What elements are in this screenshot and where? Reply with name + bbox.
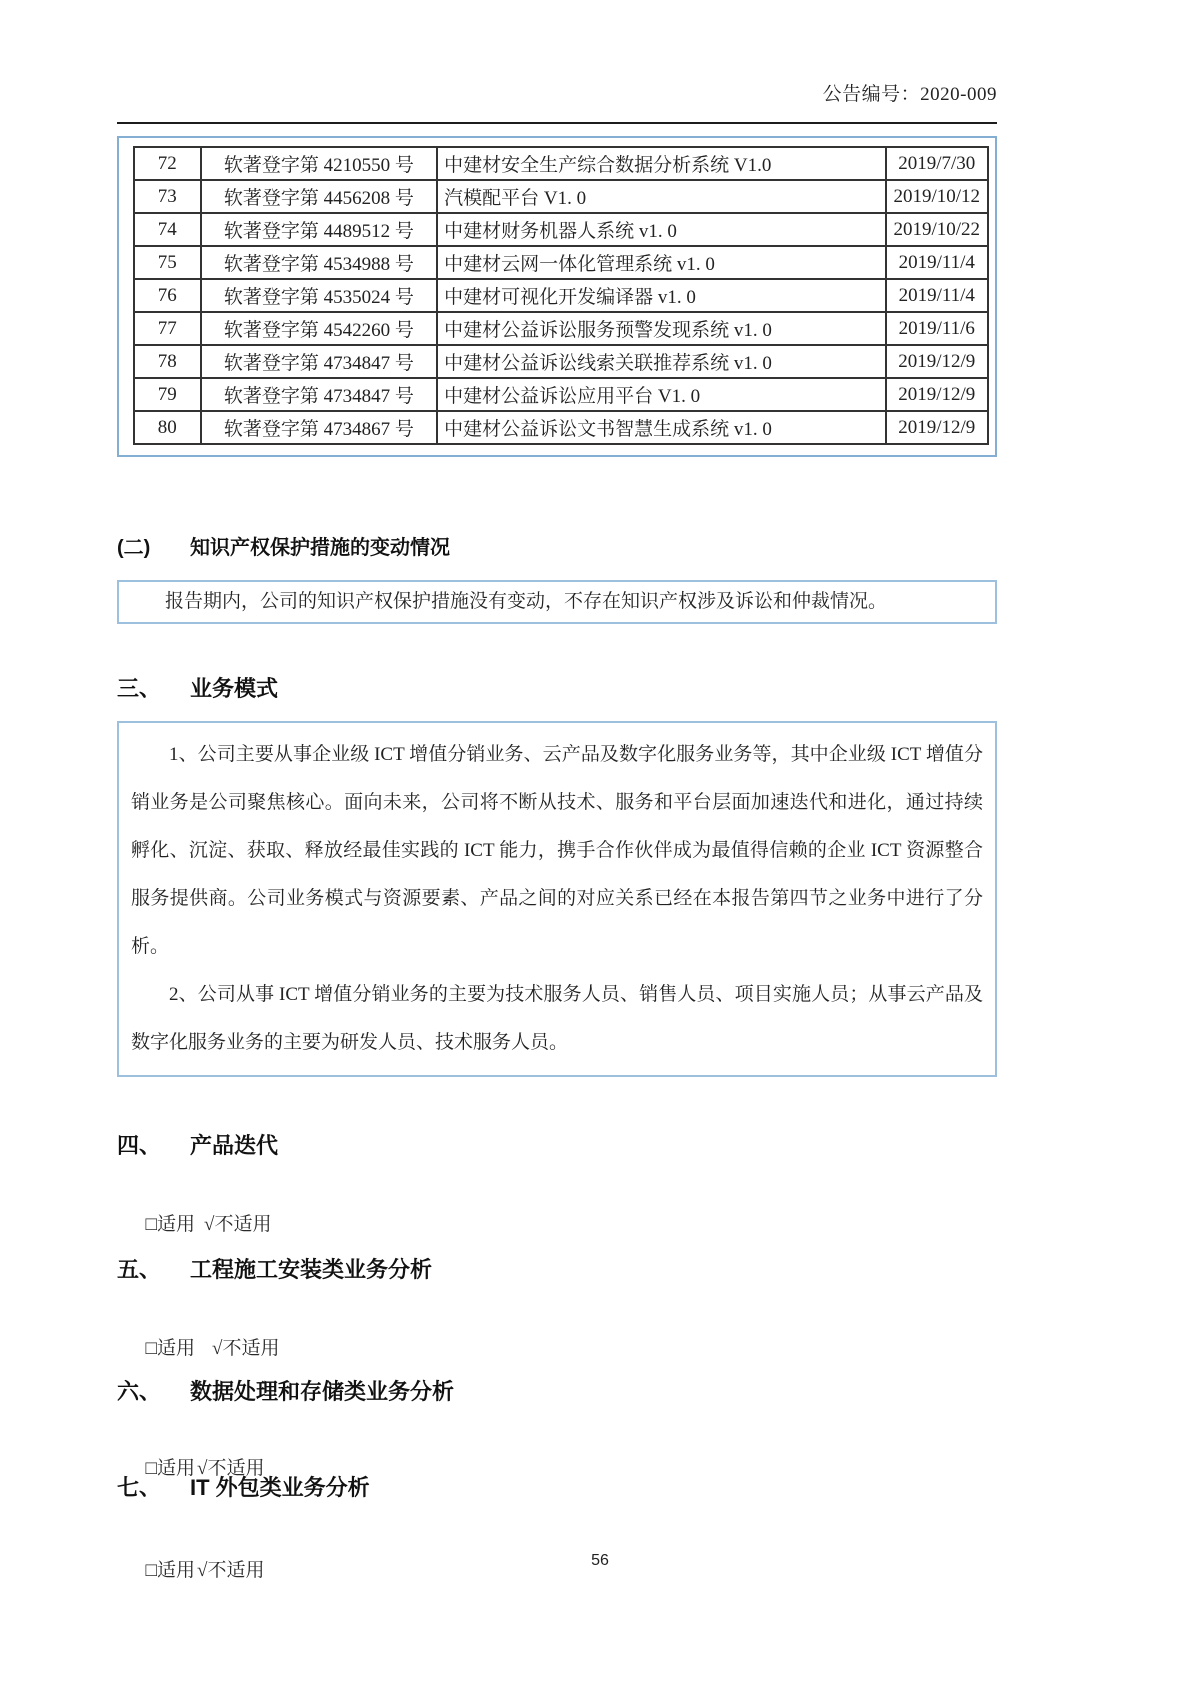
registration-number-cell: 软著登字第 4734867 号 xyxy=(201,411,438,444)
row-number-cell: 79 xyxy=(134,378,201,411)
section-2-heading xyxy=(117,531,997,560)
software-name-cell: 中建材可视化开发编译器 v1. 0 xyxy=(437,279,885,312)
section-7-heading xyxy=(117,1471,997,1502)
empty-checkbox-icon: □ xyxy=(145,1338,157,1359)
section-4-heading xyxy=(117,1129,997,1160)
business-model-paragraph-2: 2、公司从事 ICT 增值分销业务的主要为技术服务人员、销售人员、项目实施人员；从事云产品及数字化服务业务的主要为研发人员、技术服务人员。 xyxy=(131,984,983,1053)
registration-number-cell: 软著登字第 4734847 号 xyxy=(201,345,438,378)
row-number-cell: 74 xyxy=(134,213,201,246)
section-6-title: 数据处理和存储类业务分析 xyxy=(190,1379,455,1404)
section-3-title: 业务模式 xyxy=(190,676,279,701)
table-row xyxy=(134,345,988,378)
row-number-cell: 78 xyxy=(134,345,201,378)
row-number-cell: 72 xyxy=(134,147,201,180)
software-name-cell: 汽模配平台 V1. 0 xyxy=(437,180,885,213)
table-row xyxy=(134,378,988,411)
checkmark-icon: √ xyxy=(204,1214,215,1235)
registration-date-cell: 2019/12/9 xyxy=(886,378,988,411)
software-name-cell: 中建材公益诉讼应用平台 V1. 0 xyxy=(437,378,885,411)
row-number-cell: 77 xyxy=(134,312,201,345)
registration-number-cell: 软著登字第 4489512 号 xyxy=(201,213,438,246)
registration-date-cell: 2019/11/6 xyxy=(886,312,988,345)
registration-date-cell: 2019/11/4 xyxy=(886,279,988,312)
section-5-heading xyxy=(117,1253,997,1284)
table-row xyxy=(134,147,988,180)
table-row xyxy=(134,213,988,246)
row-number-cell: 80 xyxy=(134,411,201,444)
section-5-applicability xyxy=(117,1308,997,1359)
table-row xyxy=(134,279,988,312)
section-7-number: 七、 xyxy=(117,1475,162,1500)
ip-protection-paragraph: 报告期内，公司的知识产权保护措施没有变动，不存在知识产权涉及诉讼和仲裁情况。 xyxy=(165,591,888,612)
applicable-label: 适用 xyxy=(156,1338,195,1359)
registration-number-cell: 软著登字第 4734847 号 xyxy=(201,378,438,411)
row-number-cell: 75 xyxy=(134,246,201,279)
section-4-applicability xyxy=(117,1184,997,1235)
registration-date-cell: 2019/12/9 xyxy=(886,345,988,378)
not-applicable-label: 不适用 xyxy=(207,1560,265,1581)
section-5-number: 五、 xyxy=(117,1257,162,1282)
not-applicable-label: 不适用 xyxy=(207,1458,265,1479)
checkmark-icon: √ xyxy=(212,1338,223,1359)
registration-date-cell: 2019/12/9 xyxy=(886,411,988,444)
section-6-applicability xyxy=(117,1428,997,1479)
software-name-cell: 中建材公益诉讼文书智慧生成系统 v1. 0 xyxy=(437,411,885,444)
registration-date-cell: 2019/7/30 xyxy=(886,147,988,180)
software-name-cell: 中建材安全生产综合数据分析系统 V1.0 xyxy=(437,147,885,180)
empty-checkbox-icon: □ xyxy=(145,1560,157,1581)
registration-number-cell: 软著登字第 4542260 号 xyxy=(201,312,438,345)
section-2-number: (二) xyxy=(117,537,151,559)
section-5-title: 工程施工安装类业务分析 xyxy=(190,1257,433,1282)
row-number-cell: 76 xyxy=(134,279,201,312)
header-divider xyxy=(117,122,997,124)
business-model-paragraph-1: 1、公司主要从事企业级 ICT 增值分销业务、云产品及数字化服务业务等，其中企业级 ICT 增值分销业务是公司聚焦核心。面向未来，公司将不断从技术、服务和平台层面加速迭代和进化，通过持续孵化、沉淀、获取、释放经最佳实践的 ICT 能力，携手合作伙伴成为最值得信赖的企业 ICT 资源整合服务提供商。公司业务模式与资源要素、产品之间的对应关系已经在本报告第四节之业务中进行了分析。 xyxy=(131,744,983,957)
section-3-number: 三、 xyxy=(117,676,162,701)
software-name-cell: 中建材公益诉讼线索关联推荐系统 v1. 0 xyxy=(437,345,885,378)
checkmark-icon: √ xyxy=(197,1458,208,1479)
section-6-heading xyxy=(117,1375,997,1406)
registration-number-cell: 软著登字第 4210550 号 xyxy=(201,147,438,180)
section-3-heading xyxy=(117,672,997,703)
section-2-title: 知识产权保护措施的变动情况 xyxy=(190,537,450,559)
page-number: 56 xyxy=(591,1552,609,1569)
registration-date-cell: 2019/11/4 xyxy=(886,246,988,279)
copyright-table-box xyxy=(117,136,997,457)
registration-date-cell: 2019/10/12 xyxy=(886,180,988,213)
empty-checkbox-icon: □ xyxy=(145,1458,157,1479)
section-6-number: 六、 xyxy=(117,1379,162,1404)
section-7-title: IT 外包类业务分析 xyxy=(190,1475,370,1500)
not-applicable-label: 不适用 xyxy=(214,1214,272,1235)
section-4-title: 产品迭代 xyxy=(190,1133,279,1158)
software-copyright-table xyxy=(133,146,989,445)
registration-number-cell: 软著登字第 4534988 号 xyxy=(201,246,438,279)
table-row xyxy=(134,246,988,279)
content-column xyxy=(117,0,997,1581)
registration-number-cell: 软著登字第 4535024 号 xyxy=(201,279,438,312)
applicable-label: 适用 xyxy=(156,1560,195,1581)
announcement-number: 公告编号：2020-009 xyxy=(822,84,997,105)
applicable-label: 适用 xyxy=(156,1458,195,1479)
registration-number-cell: 软著登字第 4456208 号 xyxy=(201,180,438,213)
table-row xyxy=(134,180,988,213)
row-number-cell: 73 xyxy=(134,180,201,213)
section-4-number: 四、 xyxy=(117,1133,162,1158)
software-name-cell: 中建材财务机器人系统 v1. 0 xyxy=(437,213,885,246)
business-model-box xyxy=(117,721,997,1077)
registration-date-cell: 2019/10/22 xyxy=(886,213,988,246)
software-name-cell: 中建材公益诉讼服务预警发现系统 v1. 0 xyxy=(437,312,885,345)
ip-protection-box xyxy=(117,580,997,624)
applicable-label: 适用 xyxy=(156,1214,195,1235)
checkmark-icon: √ xyxy=(197,1560,208,1581)
software-name-cell: 中建材云网一体化管理系统 v1. 0 xyxy=(437,246,885,279)
table-row xyxy=(134,411,988,444)
not-applicable-label: 不适用 xyxy=(222,1338,280,1359)
table-row xyxy=(134,312,988,345)
empty-checkbox-icon: □ xyxy=(145,1214,157,1235)
